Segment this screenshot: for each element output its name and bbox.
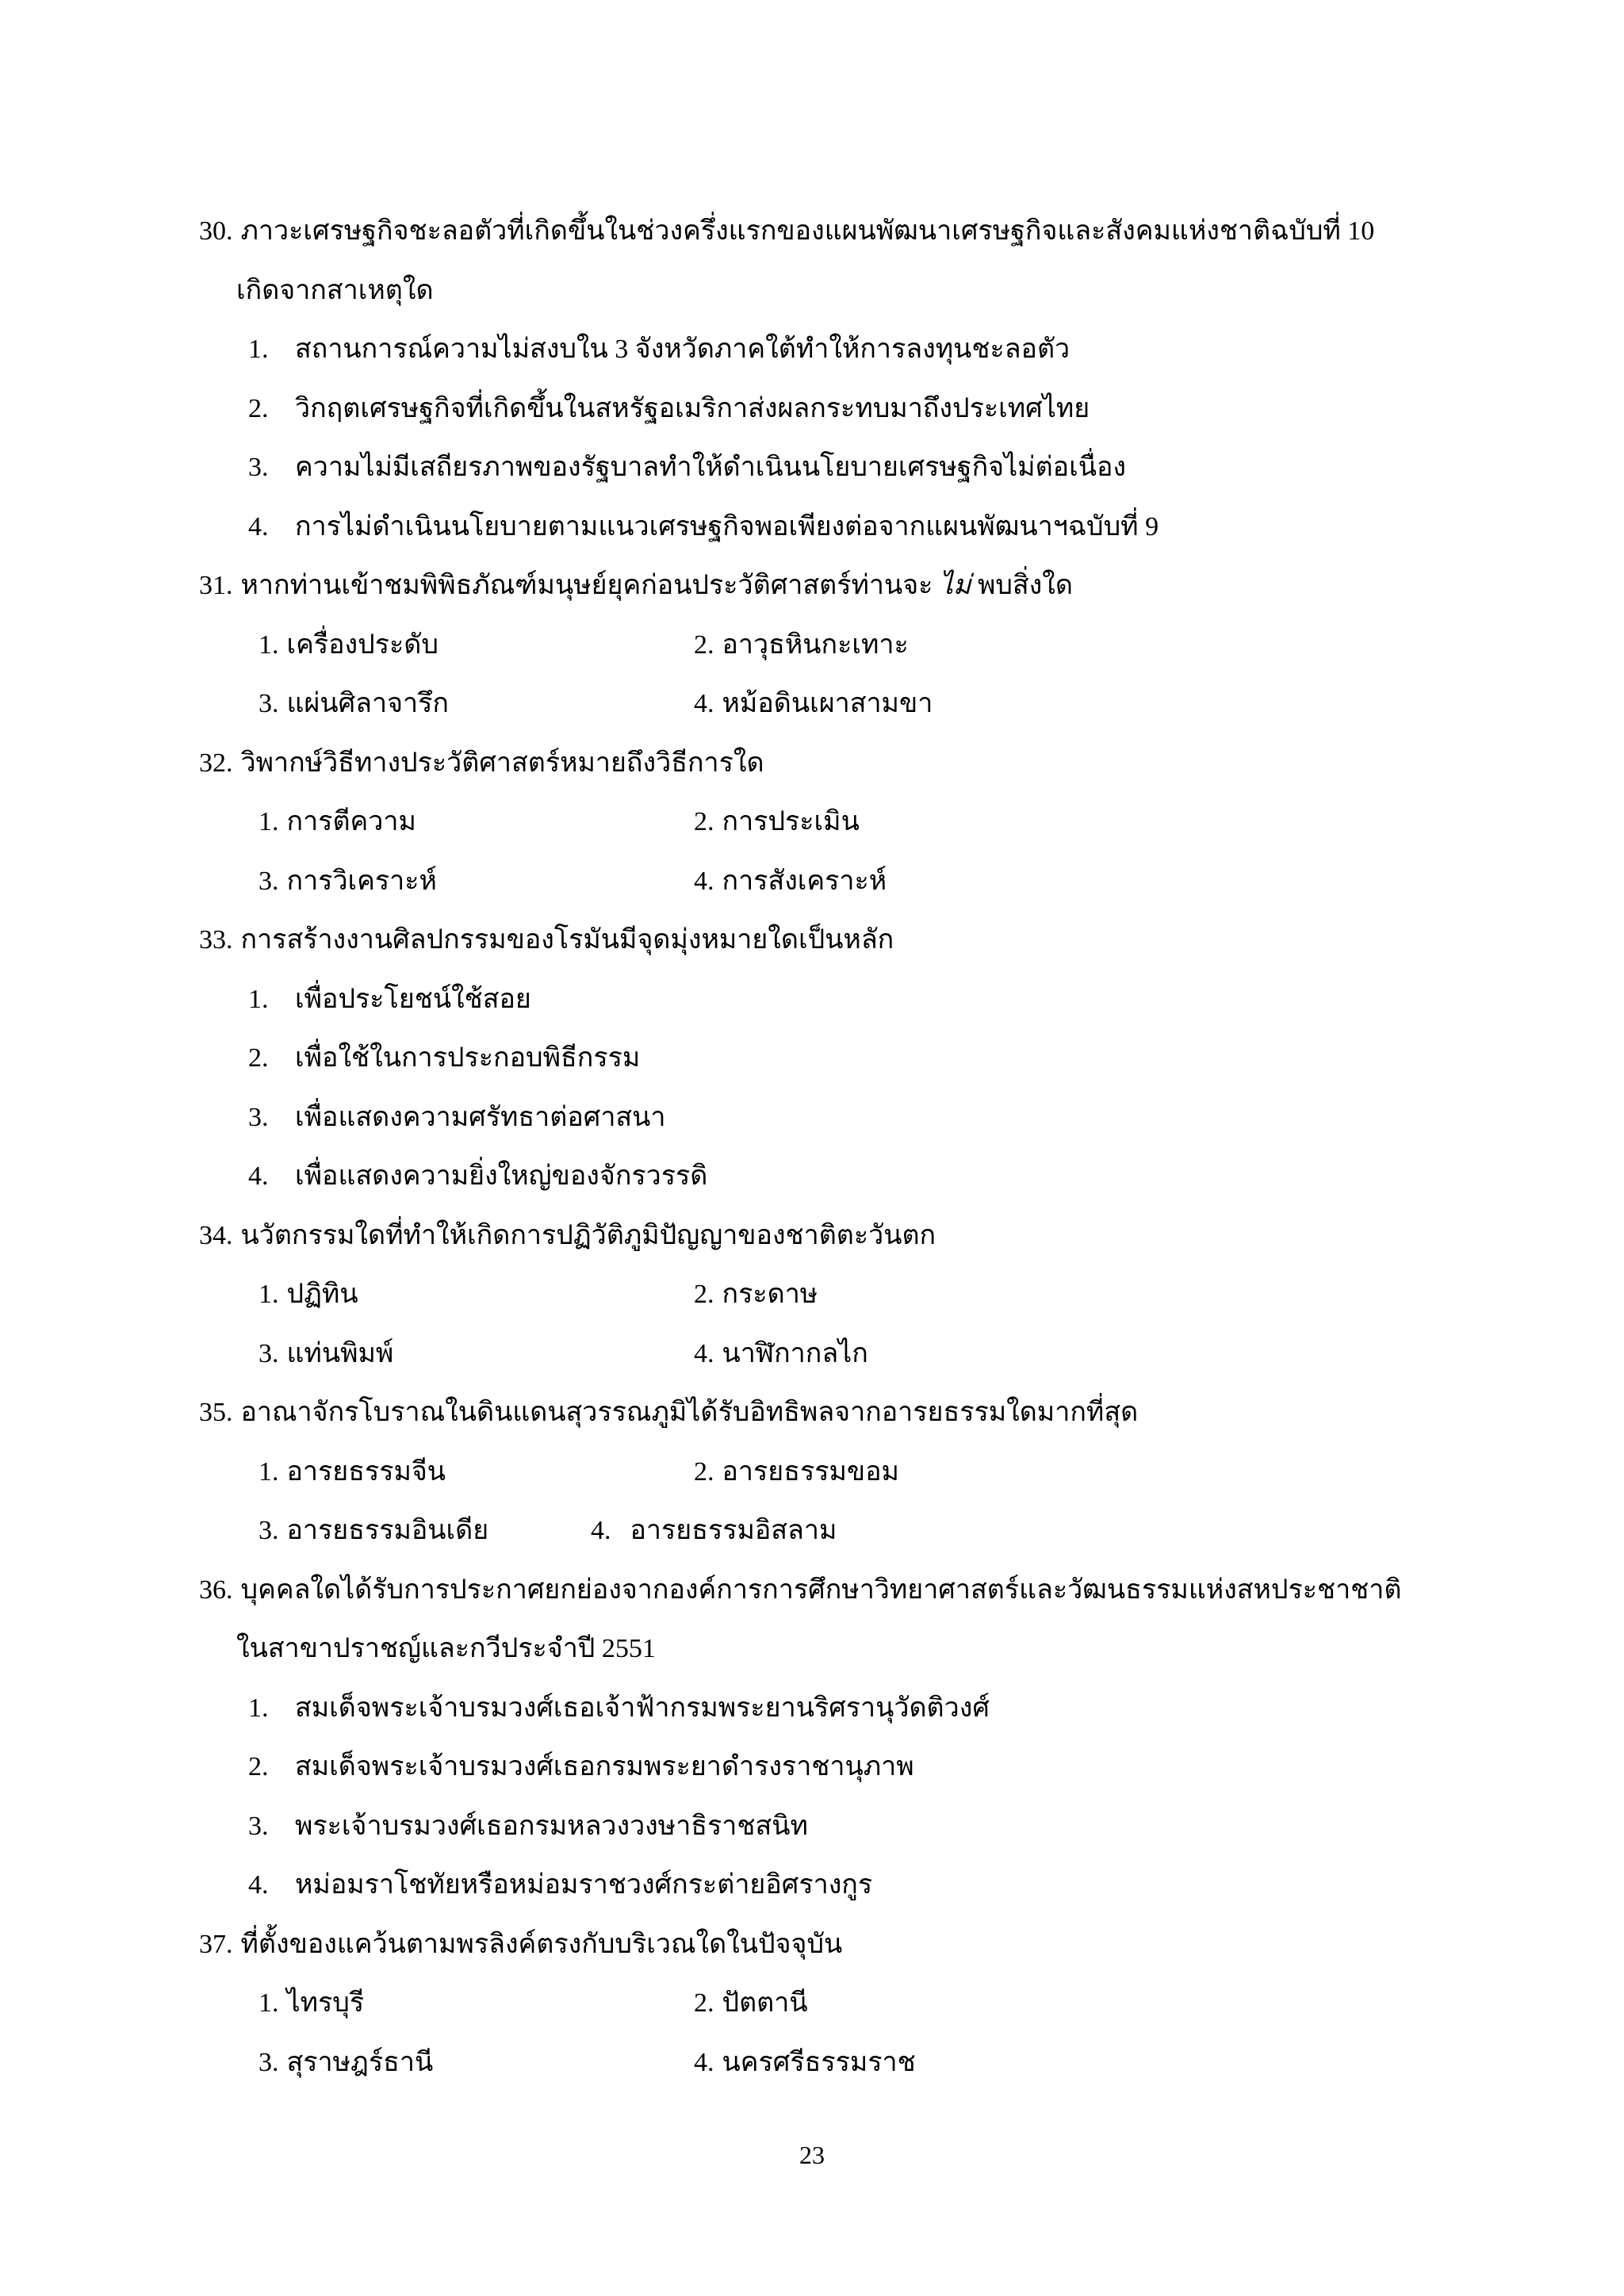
option-number: 2. <box>248 1752 269 1781</box>
option-text: สมเด็จพระเจ้าบรมวงศ์เธอกรมพระยาดำรงราชานุภาพ <box>295 1752 914 1781</box>
option-item <box>694 616 909 675</box>
option-row <box>0 2034 1624 2093</box>
option-number: 2. <box>694 1988 714 2018</box>
option-item <box>259 1443 446 1502</box>
option-item <box>694 793 860 852</box>
option-number: 4. <box>694 866 714 896</box>
option-number: 1. <box>248 984 269 1014</box>
option-row <box>0 1502 1624 1561</box>
option-number: 3. <box>259 1338 279 1368</box>
option-row <box>0 1325 1624 1384</box>
question-text: พบสิ่งใด <box>971 571 1073 600</box>
option-number: 2. <box>694 629 714 660</box>
option-row <box>0 675 1624 734</box>
option-text: นาฬิกากลไก <box>722 1338 868 1368</box>
option-number: 4. <box>248 511 269 541</box>
option-text: การประเมิน <box>722 807 860 836</box>
option-item <box>591 1502 837 1561</box>
option-row <box>0 793 1624 852</box>
option-number: 3. <box>259 1516 279 1545</box>
option-row <box>0 616 1624 675</box>
option-item <box>694 852 887 912</box>
option-text: เพื่อแสดงความยิ่งใหญ่ของจักรวรรดิ <box>295 1161 708 1191</box>
option-number: 4. <box>694 689 714 718</box>
question-34 <box>0 1207 1624 1266</box>
option-item <box>259 1325 393 1384</box>
option-item <box>0 438 1624 498</box>
option-text: วิกฤตเศรษฐกิจที่เกิดขึ้นในสหรัฐอเมริกาส่งผลกระทบมาถึงประเทศไทย <box>295 393 1090 423</box>
option-text: สถานการณ์ความไม่สงบใน 3 จังหวัดภาคใต้ทำให้การลงทุนชะลอตัว <box>295 335 1071 364</box>
option-item <box>0 1147 1624 1207</box>
question-number: 33. <box>199 925 233 955</box>
question-37 <box>0 1915 1624 1975</box>
question-text-emphasis: ไม่ <box>939 571 971 600</box>
option-text: อารยธรรมอินเดีย <box>286 1516 489 1545</box>
option-number: 4. <box>248 1870 269 1900</box>
option-number: 2. <box>248 393 269 423</box>
option-text: หม้อดินเผาสามขา <box>722 689 933 718</box>
option-text: เครื่องประดับ <box>286 629 439 660</box>
option-number: 4. <box>694 1338 714 1368</box>
option-number: 3. <box>259 866 279 896</box>
question-text: อาณาจักรโบราณในดินแดนสุวรรณภูมิได้รับอิทธิพลจากอารยธรรมใดมากที่สุด <box>240 1398 1139 1427</box>
option-text: ปฏิทิน <box>286 1280 358 1309</box>
option-number: 1. <box>259 1456 279 1487</box>
option-text: ปัตตานี <box>722 1988 808 2018</box>
option-row <box>0 852 1624 912</box>
question-text: ที่ตั้งของแคว้นตามพรลิงค์ตรงกับบริเวณใดในปัจจุบัน <box>240 1929 843 1959</box>
question-32 <box>0 734 1624 794</box>
option-item <box>259 1502 488 1561</box>
option-item <box>0 1679 1624 1739</box>
option-text: แท่นพิมพ์ <box>286 1338 394 1368</box>
option-item <box>694 1443 899 1502</box>
option-item <box>0 1029 1624 1089</box>
option-text: หม่อมราโชทัยหรือหม่อมราชวงศ์กระต่ายอิศรางกูร <box>295 1870 873 1900</box>
option-text: อารยธรรมอิสลาม <box>630 1516 837 1545</box>
option-number: 1. <box>259 1280 279 1309</box>
option-text: กระดาษ <box>722 1280 818 1309</box>
option-number: 2. <box>694 807 714 836</box>
option-number: 1. <box>259 1988 279 2018</box>
option-text: แผ่นศิลาจารึก <box>286 689 449 718</box>
question-number: 32. <box>199 748 233 778</box>
option-text: สุราษฎร์ธานี <box>286 2047 434 2077</box>
question-number: 30. <box>199 216 233 246</box>
question-number: 34. <box>199 1220 233 1250</box>
option-number: 1. <box>248 335 269 364</box>
page-number: 23 <box>799 2141 825 2169</box>
option-item <box>259 616 439 675</box>
option-number: 2. <box>248 1043 269 1073</box>
question-35 <box>0 1383 1624 1443</box>
option-number: 2. <box>694 1456 714 1487</box>
option-text: นครศรีธรรมราช <box>722 2047 916 2077</box>
option-item <box>0 380 1624 439</box>
option-item <box>259 675 449 734</box>
question-continuation: เกิดจากสาเหตุใด <box>236 275 434 305</box>
option-number: 2. <box>694 1280 714 1309</box>
question-text: วิพากษ์วิธีทางประวัติศาสตร์หมายถึงวิธีการใด <box>240 748 764 778</box>
option-number: 4. <box>694 2047 714 2077</box>
option-text: การไม่ดำเนินนโยบายตามแนวเศรษฐกิจพอเพียงต่อจากแผนพัฒนาฯฉบับที่ 9 <box>295 511 1159 541</box>
question-list <box>0 202 1624 2092</box>
option-item <box>694 675 933 734</box>
option-number: 4. <box>248 1161 269 1191</box>
option-text: ความไม่มีเสถียรภาพของรัฐบาลทำให้ดำเนินนโยบายเศรษฐกิจไม่ต่อเนื่อง <box>295 453 1126 482</box>
option-item <box>0 498 1624 557</box>
option-text: อารยธรรมขอม <box>722 1456 899 1487</box>
question-text: บุคคลใดได้รับการประกาศยกย่องจากองค์การการศึกษาวิทยาศาสตร์และวัฒนธรรมแห่งสหประชาชาติ <box>240 1575 1402 1605</box>
question-36 <box>0 1561 1624 1621</box>
option-item <box>259 793 416 852</box>
option-item <box>259 1265 358 1325</box>
question-31 <box>0 557 1624 616</box>
question-text: การสร้างงานศิลปกรรมของโรมันมีจุดมุ่งหมายใดเป็นหลัก <box>240 925 894 955</box>
option-row <box>0 1974 1624 2034</box>
option-number: 1. <box>259 629 279 660</box>
option-text: เพื่อใช้ในการประกอบพิธีกรรม <box>295 1043 641 1073</box>
question-30 <box>0 202 1624 262</box>
option-text: พระเจ้าบรมวงศ์เธอกรมหลวงวงษาธิราชสนิท <box>295 1811 808 1841</box>
question-number: 31. <box>199 571 233 600</box>
option-item <box>0 1797 1624 1857</box>
option-number: 1. <box>259 807 279 836</box>
option-item <box>0 1089 1624 1148</box>
option-item <box>0 320 1624 380</box>
option-item <box>259 852 437 912</box>
option-item <box>0 1856 1624 1915</box>
question-continuation: ในสาขาปราชญ์และกวีประจำปี 2551 <box>236 1634 656 1663</box>
option-row <box>0 1265 1624 1325</box>
question-text: ภาวะเศรษฐกิจชะลอตัวที่เกิดขึ้นในช่วงครึ่งแรกของแผนพัฒนาเศรษฐกิจและสังคมแห่งชาติฉบับที่ 10 <box>240 216 1375 246</box>
option-item <box>694 1325 868 1384</box>
question-number: 37. <box>199 1929 233 1959</box>
option-item <box>259 1974 364 2034</box>
option-text: การวิเคราะห์ <box>286 866 437 896</box>
option-item <box>259 2034 433 2093</box>
option-item <box>694 1974 808 2034</box>
option-number: 3. <box>248 453 269 482</box>
question-number: 35. <box>199 1398 233 1427</box>
option-text: เพื่อแสดงความศรัทธาต่อศาสนา <box>295 1102 666 1132</box>
question-number: 36. <box>199 1575 233 1605</box>
option-text: เพื่อประโยชน์ใช้สอย <box>295 984 531 1014</box>
option-row <box>0 1443 1624 1502</box>
option-number: 1. <box>248 1693 269 1723</box>
option-text: ไทรบุรี <box>286 1988 365 2018</box>
question-text: นวัตกรรมใดที่ทำให้เกิดการปฏิวัติภูมิปัญญาของชาติตะวันตก <box>240 1220 936 1250</box>
option-number: 3. <box>259 2047 279 2077</box>
option-number: 3. <box>259 689 279 718</box>
option-text: สมเด็จพระเจ้าบรมวงศ์เธอเจ้าฟ้ากรมพระยานริศรานุวัดติวงศ์ <box>295 1693 990 1723</box>
option-text: อาวุธหินกะเทาะ <box>722 629 909 660</box>
option-item <box>0 970 1624 1030</box>
option-number: 4. <box>591 1516 611 1545</box>
question-33 <box>0 911 1624 970</box>
option-item <box>0 1738 1624 1797</box>
option-number: 3. <box>248 1811 269 1841</box>
option-number: 3. <box>248 1102 269 1132</box>
option-item <box>694 2034 916 2093</box>
option-text: อารยธรรมจีน <box>286 1456 446 1487</box>
option-text: การสังเคราะห์ <box>722 866 887 896</box>
option-text: การตีความ <box>286 807 416 836</box>
question-text: หากท่านเข้าชมพิพิธภัณฑ์มนุษย์ยุคก่อนประวัติศาสตร์ท่านจะ <box>240 571 940 600</box>
option-item <box>694 1265 818 1325</box>
